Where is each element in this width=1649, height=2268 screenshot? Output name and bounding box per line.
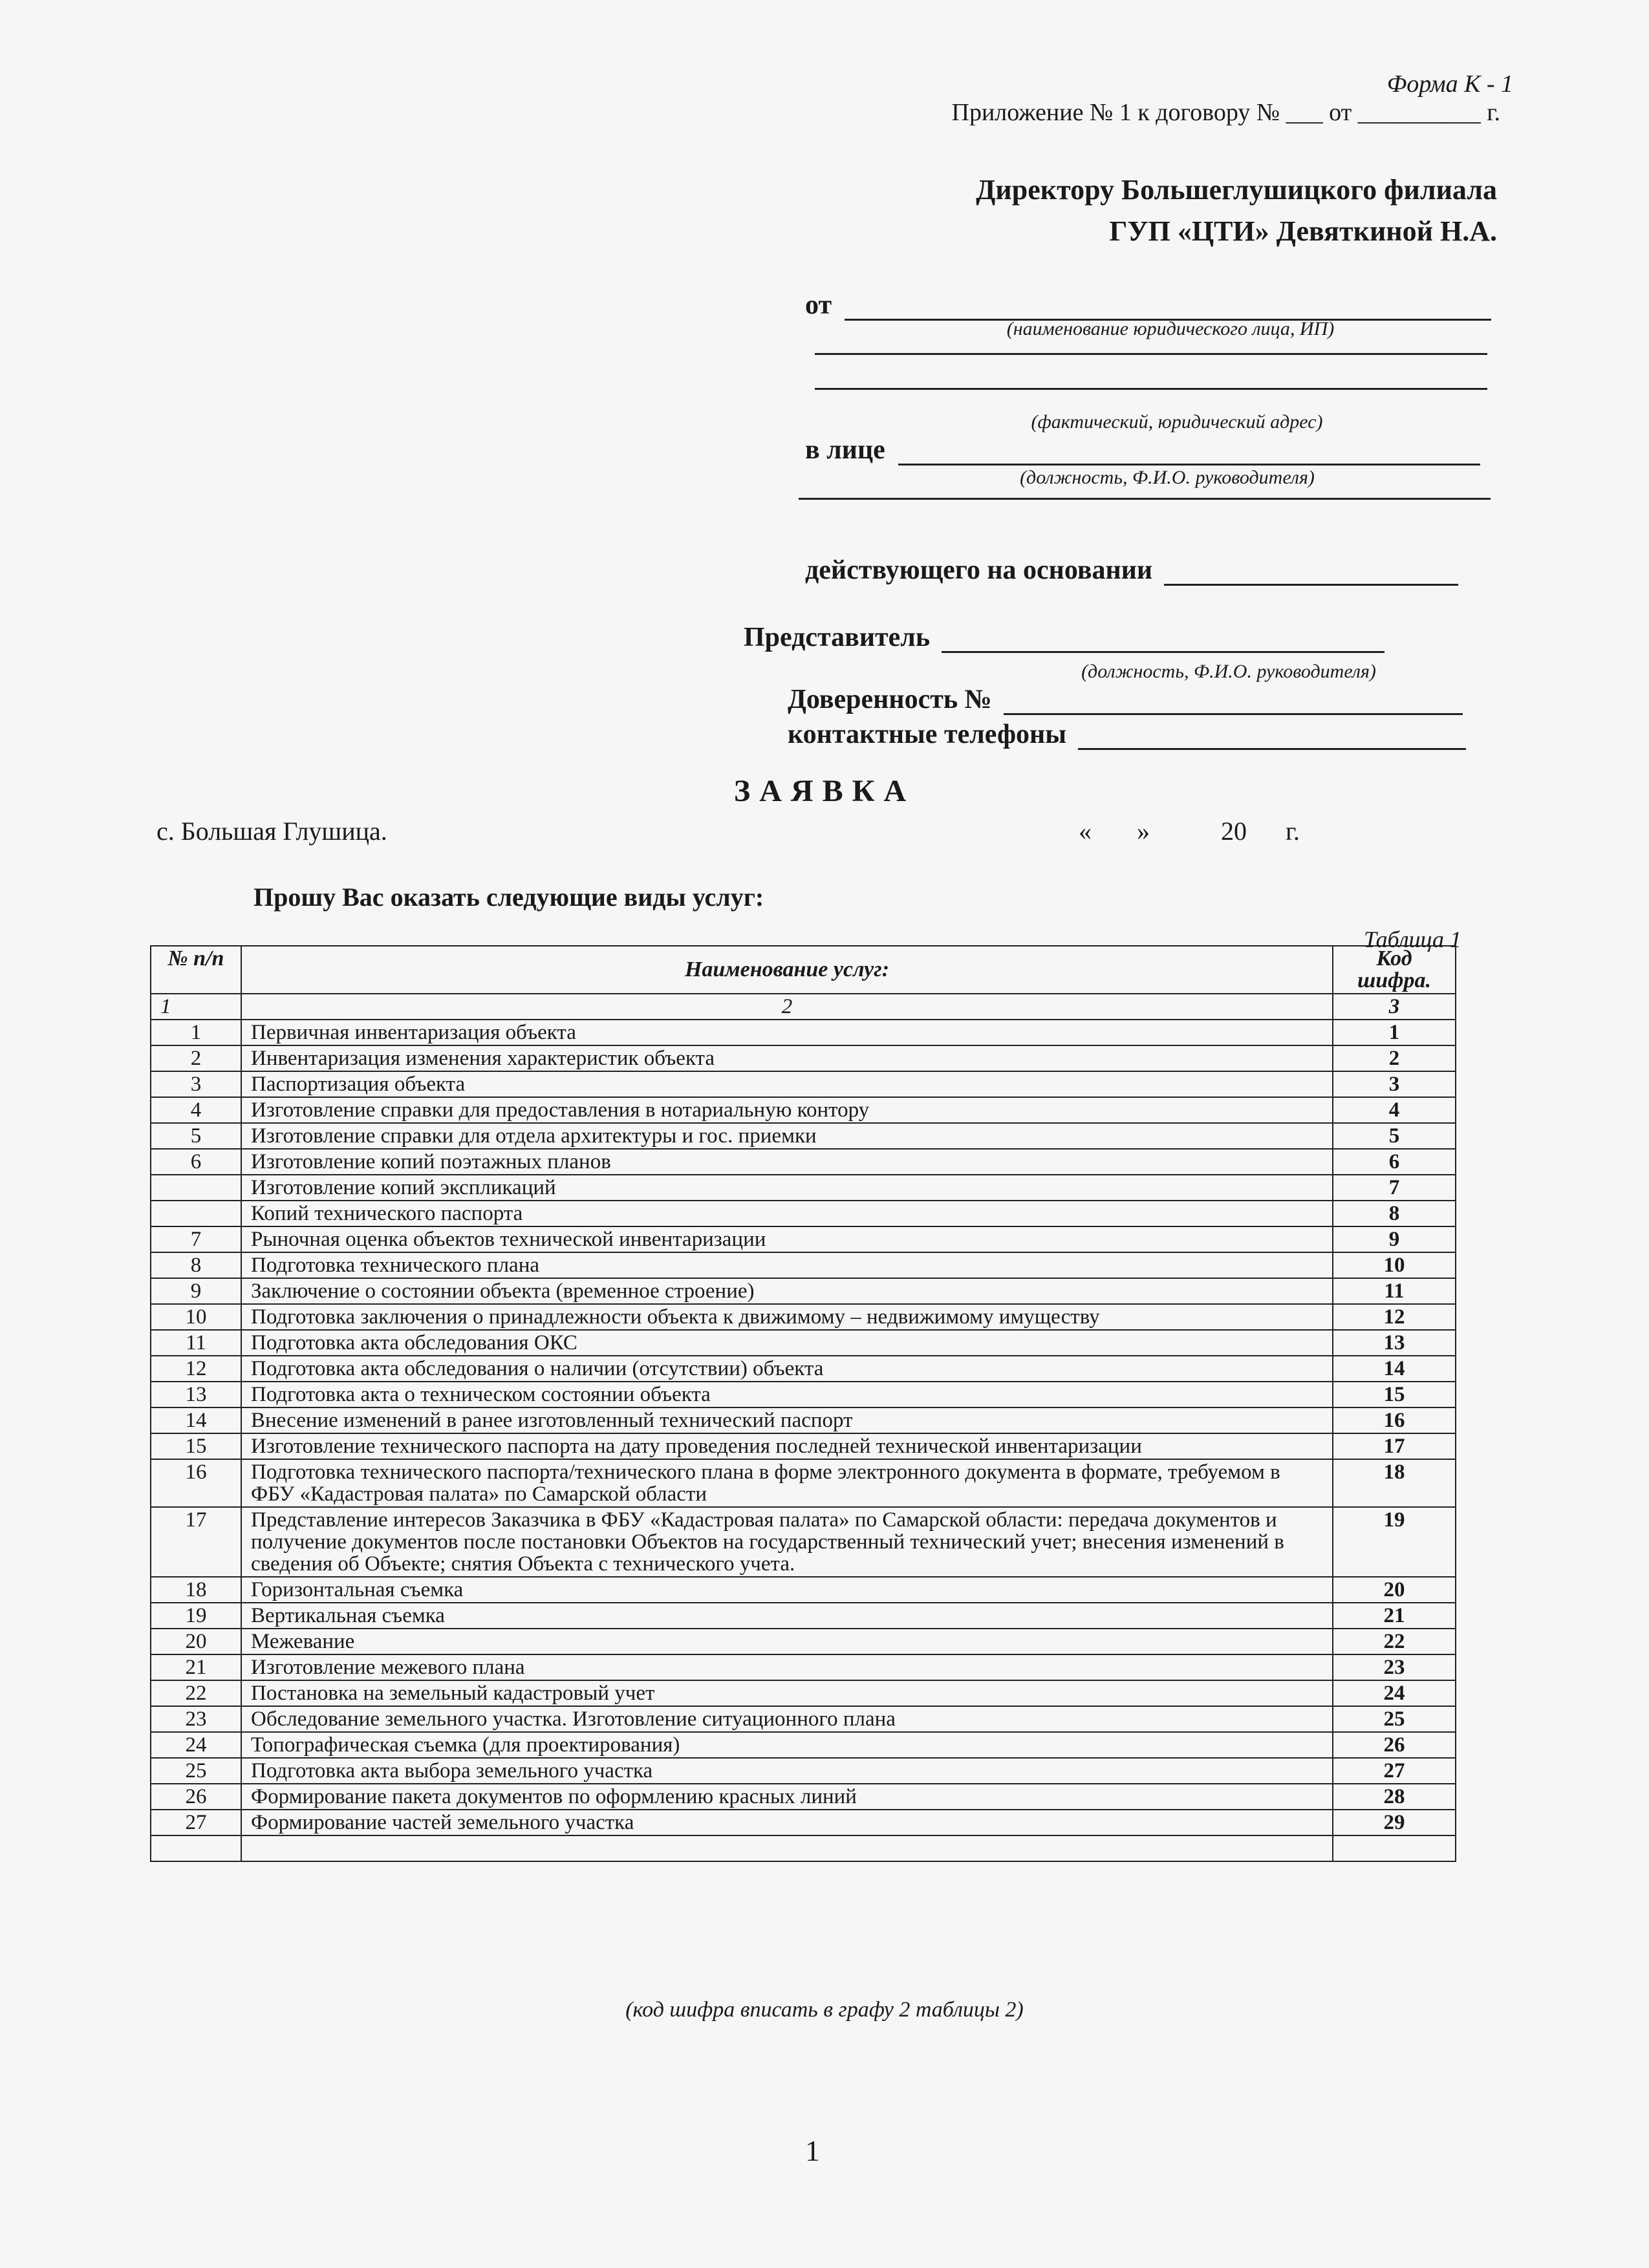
row-name — [241, 1835, 1333, 1861]
row-num: 15 — [151, 1433, 241, 1459]
table-row — [151, 1382, 1456, 1407]
row-num: 18 — [151, 1577, 241, 1603]
row-name: Первичная инвентаризация объекта — [241, 1020, 1333, 1045]
row-num: 16 — [151, 1459, 241, 1507]
header-num: № п/п — [151, 946, 241, 994]
table-row — [151, 1304, 1456, 1330]
place-label: с. Большая Глушица. — [156, 817, 387, 846]
row-code: 7 — [1333, 1175, 1456, 1201]
row-num: 22 — [151, 1680, 241, 1706]
row-name: Изготовление технического паспорта на дату проведения последней технической инвентаризации — [241, 1433, 1333, 1459]
row-code: 22 — [1333, 1629, 1456, 1654]
row-num: 13 — [151, 1382, 241, 1407]
table-row — [151, 1020, 1456, 1045]
row-code: 4 — [1333, 1097, 1456, 1123]
table-row — [151, 1071, 1456, 1097]
table-row — [151, 1810, 1456, 1835]
row-code: 13 — [1333, 1330, 1456, 1356]
basis-label: действующего на основании — [805, 555, 1153, 585]
row-num: 4 — [151, 1097, 241, 1123]
row-code: 12 — [1333, 1304, 1456, 1330]
table-row — [151, 1201, 1456, 1226]
poa-field-row — [788, 684, 1463, 715]
rep-field-row — [744, 622, 1385, 653]
person-extra-line[interactable] — [799, 498, 1491, 500]
addressee-line-2: ГУП «ЦТИ» Девяткиной Н.А. — [1109, 215, 1497, 247]
row-num: 5 — [151, 1123, 241, 1149]
table-row — [151, 1835, 1456, 1861]
table-index-row — [151, 994, 1456, 1020]
table-row — [151, 1732, 1456, 1758]
date-line: « » 20 г. — [1079, 817, 1300, 846]
row-num: 11 — [151, 1330, 241, 1356]
row-code: 14 — [1333, 1356, 1456, 1382]
phones-label: контактные телефоны — [788, 720, 1066, 749]
row-name: Межевание — [241, 1629, 1333, 1654]
table-row — [151, 1680, 1456, 1706]
document-title: ЗАЯВКА — [733, 774, 916, 808]
table-header-row — [151, 946, 1456, 994]
table-row — [151, 1784, 1456, 1810]
table-row — [151, 1123, 1456, 1149]
row-code: 19 — [1333, 1507, 1456, 1577]
row-num: 6 — [151, 1149, 241, 1175]
addressee-line-1: Директору Большеглушицкого филиала — [976, 174, 1497, 206]
table-row — [151, 1459, 1456, 1507]
appendix-line: Приложение № 1 к договору № ___ от __________ г. — [951, 99, 1500, 126]
table-row — [151, 1758, 1456, 1784]
phones-field-line[interactable] — [1078, 722, 1466, 750]
poa-field-line[interactable] — [1004, 687, 1463, 715]
row-name: Инвентаризация изменения характеристик объекта — [241, 1045, 1333, 1071]
row-name: Постановка на земельный кадастровый учет — [241, 1680, 1333, 1706]
row-code: 23 — [1333, 1654, 1456, 1680]
person-field-row — [805, 434, 1480, 465]
from-field-line[interactable] — [845, 293, 1491, 321]
row-name: Подготовка акта выбора земельного участка — [241, 1758, 1333, 1784]
row-num: 3 — [151, 1071, 241, 1097]
row-name: Рыночная оценка объектов технической инвентаризации — [241, 1226, 1333, 1252]
table-row — [151, 1097, 1456, 1123]
poa-label: Доверенность № — [788, 685, 992, 714]
basis-field-line[interactable] — [1164, 558, 1458, 586]
from-extra-line[interactable] — [815, 353, 1487, 355]
row-code: 10 — [1333, 1252, 1456, 1278]
row-name: Подготовка акта обследования ОКС — [241, 1330, 1333, 1356]
row-code: 28 — [1333, 1784, 1456, 1810]
table-row — [151, 1407, 1456, 1433]
row-code: 15 — [1333, 1382, 1456, 1407]
row-code: 25 — [1333, 1706, 1456, 1732]
header-name: Наименование услуг: — [241, 946, 1333, 994]
row-code: 26 — [1333, 1732, 1456, 1758]
from-label: от — [805, 290, 832, 320]
request-text: Прошу Вас оказать следующие виды услуг: — [253, 883, 764, 912]
row-code: 6 — [1333, 1149, 1456, 1175]
table-row — [151, 1226, 1456, 1252]
index-cell: 1 — [151, 994, 241, 1020]
row-code: 16 — [1333, 1407, 1456, 1433]
row-name: Обследование земельного участка. Изготовление ситуационного плана — [241, 1706, 1333, 1732]
row-num: 1 — [151, 1020, 241, 1045]
services-table — [150, 945, 1456, 1862]
table-row — [151, 1603, 1456, 1629]
row-name: Подготовка акта о техническом состоянии объекта — [241, 1382, 1333, 1407]
header-code: Код шифра. — [1333, 946, 1456, 994]
table-row — [151, 1629, 1456, 1654]
row-num: 27 — [151, 1810, 241, 1835]
row-name: Горизонтальная съемка — [241, 1577, 1333, 1603]
row-name: Подготовка технического плана — [241, 1252, 1333, 1278]
row-name: Копий технического паспорта — [241, 1201, 1333, 1226]
row-num: 8 — [151, 1252, 241, 1278]
row-name: Вертикальная съемка — [241, 1603, 1333, 1629]
table-row — [151, 1045, 1456, 1071]
row-num: 17 — [151, 1507, 241, 1577]
row-name: Заключение о состоянии объекта (временное строение) — [241, 1278, 1333, 1304]
row-code: 17 — [1333, 1433, 1456, 1459]
table-row — [151, 1706, 1456, 1732]
row-code: 2 — [1333, 1045, 1456, 1071]
table-caption: Таблица 1 — [1363, 926, 1461, 952]
basis-field-row — [805, 555, 1458, 586]
table-row — [151, 1433, 1456, 1459]
row-name: Изготовление межевого плана — [241, 1654, 1333, 1680]
row-name: Топографическая съемка (для проектирования) — [241, 1732, 1333, 1758]
index-cell: 2 — [241, 994, 1333, 1020]
row-num: 10 — [151, 1304, 241, 1330]
row-code: 21 — [1333, 1603, 1456, 1629]
table-row — [151, 1252, 1456, 1278]
row-num — [151, 1175, 241, 1201]
row-name: Изготовление копий экспликаций — [241, 1175, 1333, 1201]
row-code: 1 — [1333, 1020, 1456, 1045]
table-row — [151, 1149, 1456, 1175]
row-code: 29 — [1333, 1810, 1456, 1835]
form-label: Форма К - 1 — [1386, 70, 1513, 98]
table-row — [151, 1507, 1456, 1577]
rep-label: Представитель — [744, 623, 931, 652]
row-num: 7 — [151, 1226, 241, 1252]
row-code: 20 — [1333, 1577, 1456, 1603]
row-name: Формирование частей земельного участка — [241, 1810, 1333, 1835]
row-code: 5 — [1333, 1123, 1456, 1149]
row-name: Изготовление справки для предоставления в нотариальную контору — [241, 1097, 1333, 1123]
from-hint: (наименование юридического лица, ИП) — [1006, 318, 1335, 339]
row-code: 9 — [1333, 1226, 1456, 1252]
row-name: Подготовка заключения о принадлежности объекта к движимому – недвижимому имуществу — [241, 1304, 1333, 1330]
table-row — [151, 1175, 1456, 1201]
row-name: Изготовление справки для отдела архитектуры и гос. приемки — [241, 1123, 1333, 1149]
from-field-row — [805, 290, 1491, 321]
row-num — [151, 1835, 241, 1861]
row-code — [1333, 1835, 1456, 1861]
row-name: Подготовка технического паспорта/технического плана в форме электронного документа в формате, требуемом в ФБУ «Кадастровая палата» по Самарской области — [241, 1459, 1333, 1507]
row-num: 14 — [151, 1407, 241, 1433]
table-row — [151, 1330, 1456, 1356]
row-num: 24 — [151, 1732, 241, 1758]
address-hint: (фактический, юридический адрес) — [1031, 411, 1323, 433]
table-note: (код шифра вписать в графу 2 таблицы 2) — [625, 1998, 1024, 2022]
row-code: 3 — [1333, 1071, 1456, 1097]
table-row — [151, 1654, 1456, 1680]
row-num: 26 — [151, 1784, 241, 1810]
index-cell: 3 — [1333, 994, 1456, 1020]
person-label: в лице — [805, 435, 885, 465]
row-name: Изготовление копий поэтажных планов — [241, 1149, 1333, 1175]
row-num: 9 — [151, 1278, 241, 1304]
row-code: 8 — [1333, 1201, 1456, 1226]
row-code: 18 — [1333, 1459, 1456, 1507]
row-num: 19 — [151, 1603, 241, 1629]
addressee-block — [721, 169, 1497, 252]
row-name: Внесение изменений в ранее изготовленный технический паспорт — [241, 1407, 1333, 1433]
row-name: Формирование пакета документов по оформлению красных линий — [241, 1784, 1333, 1810]
page-number: 1 — [805, 2134, 820, 2167]
table-row — [151, 1356, 1456, 1382]
row-num: 2 — [151, 1045, 241, 1071]
rep-hint: (должность, Ф.И.О. руководителя) — [1081, 661, 1376, 682]
row-num: 25 — [151, 1758, 241, 1784]
row-code: 11 — [1333, 1278, 1456, 1304]
row-num — [151, 1201, 241, 1226]
person-hint: (должность, Ф.И.О. руководителя) — [1020, 467, 1315, 488]
phones-field-row — [788, 719, 1466, 750]
row-num: 23 — [151, 1706, 241, 1732]
services-table-body — [151, 1020, 1456, 1861]
rep-field-line[interactable] — [942, 625, 1385, 653]
row-name: Паспортизация объекта — [241, 1071, 1333, 1097]
row-num: 20 — [151, 1629, 241, 1654]
row-num: 21 — [151, 1654, 241, 1680]
person-field-line[interactable] — [898, 438, 1480, 465]
table-row — [151, 1577, 1456, 1603]
row-code: 24 — [1333, 1680, 1456, 1706]
row-num: 12 — [151, 1356, 241, 1382]
address-line[interactable] — [815, 388, 1487, 390]
row-code: 27 — [1333, 1758, 1456, 1784]
table-row — [151, 1278, 1456, 1304]
row-name: Представление интересов Заказчика в ФБУ «Кадастровая палата» по Самарской области: передача документов и получение документов после постановки Объектов на государственный технический учет; внесения изменений в сведения об Объекте; снятия Объекта с технического учета. — [241, 1507, 1333, 1577]
row-name: Подготовка акта обследования о наличии (отсутствии) объекта — [241, 1356, 1333, 1382]
